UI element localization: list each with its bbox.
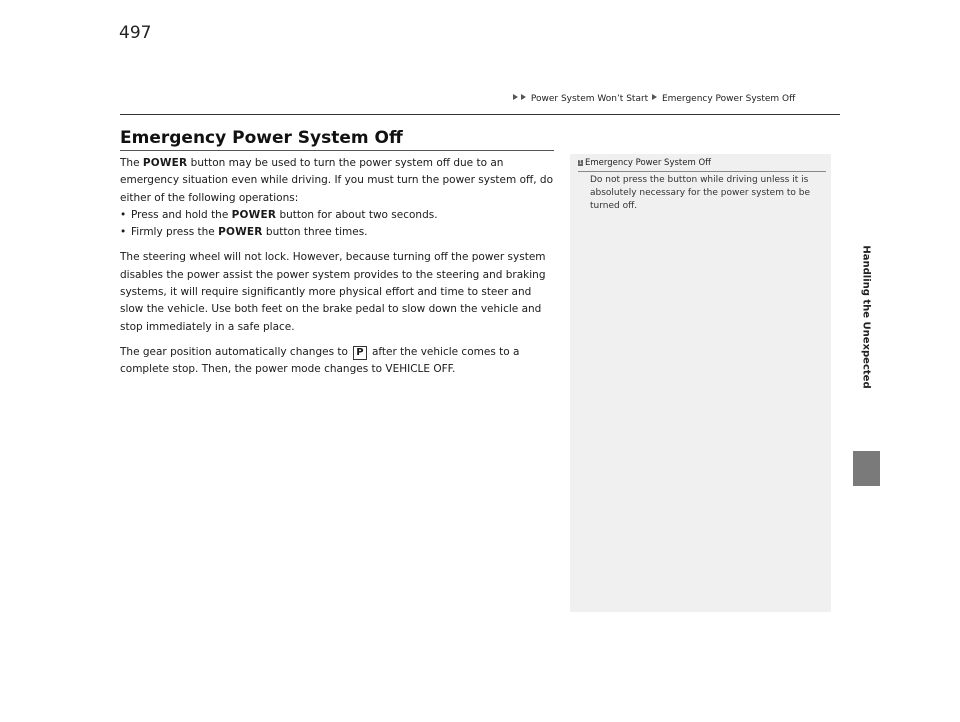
page-title: Emergency Power System Off — [120, 128, 403, 148]
intro-paragraph — [120, 155, 554, 207]
text-run: button for about two seconds. — [276, 208, 438, 221]
power-keyword: POWER — [142, 157, 188, 169]
page-number: 497 — [119, 23, 152, 43]
note-panel — [570, 154, 831, 612]
note-title-text: Emergency Power System Off — [585, 158, 711, 168]
note-marker-icon: 1 — [578, 160, 583, 166]
main-content — [120, 155, 554, 379]
breadcrumb-arrow-icon — [521, 94, 526, 100]
text-run: after the vehicle comes to a complete stop. Then, the power mode changes to VEHICLE OFF. — [120, 345, 520, 376]
park-key-icon: P — [353, 346, 366, 360]
title-divider — [120, 150, 554, 151]
section-tab-label: Handling the Unexpected — [860, 244, 872, 389]
breadcrumb-item[interactable]: Power System Won’t Start — [530, 94, 649, 104]
power-keyword: POWER — [218, 226, 263, 239]
breadcrumb-arrow-icon — [652, 94, 657, 100]
operations-list — [120, 207, 554, 242]
text-run: button may be used to turn the power system off due to an emergency situation even while driving. If you must turn the power system off, do either of the following operations: — [120, 157, 554, 204]
text-run: The — [120, 157, 143, 169]
list-item — [120, 207, 554, 224]
note-divider — [578, 171, 826, 172]
list-item — [120, 224, 554, 241]
text-run: button three times. — [262, 226, 368, 239]
gear-paragraph — [120, 344, 554, 379]
text-run: Firmly press the — [131, 226, 219, 239]
breadcrumb-arrow-icon — [513, 94, 518, 100]
section-tab[interactable] — [852, 185, 880, 448]
power-keyword: POWER — [231, 208, 277, 221]
section-tab-marker — [853, 451, 880, 486]
header-divider — [120, 114, 840, 115]
spacer — [120, 241, 554, 249]
text-run: Press and hold the — [131, 208, 232, 221]
text-run: The gear position automatically changes to — [120, 345, 352, 358]
note-title — [578, 158, 711, 168]
note-text: Do not press the button while driving unless it is absolutely necessary for the power system to be turned off. — [590, 175, 810, 211]
spacer — [120, 336, 554, 344]
steering-paragraph: The steering wheel will not lock. However, because turning off the power system disables the power assist the power system provides to the steering and braking systems, it will require significantly more physical effort and time to steer and slow the vehicle. Use both feet on the brake pedal to slow down the vehicle and stop immediately in a safe place. — [120, 251, 546, 333]
breadcrumb-item[interactable]: Emergency Power System Off — [661, 94, 796, 104]
breadcrumb — [512, 94, 842, 104]
